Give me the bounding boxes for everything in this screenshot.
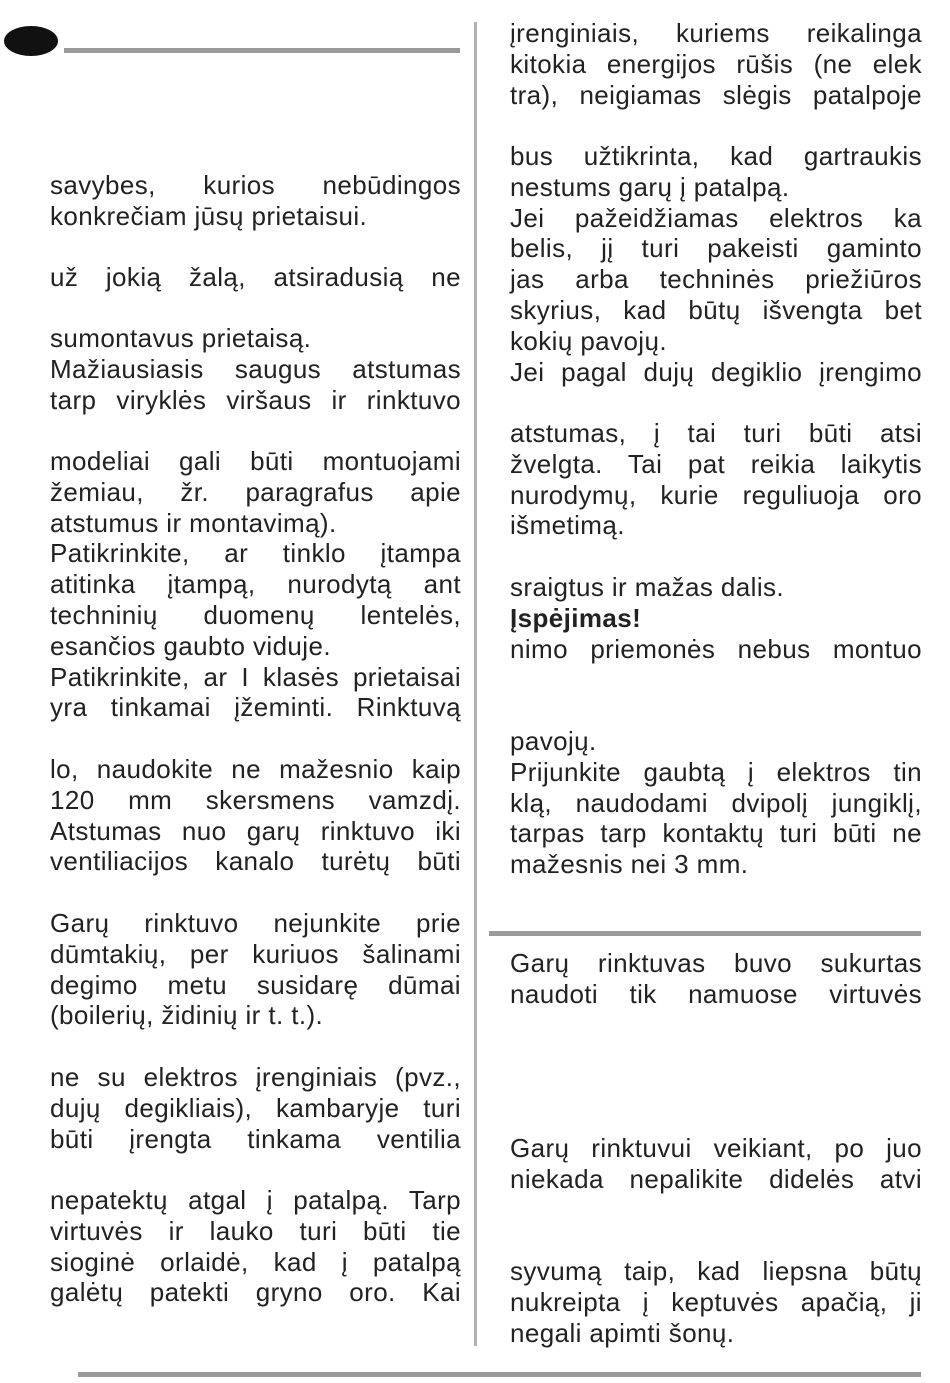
- text-line: modeliai gali būti montuojami: [50, 446, 461, 476]
- text-line: žvelgta. Tai pat reikia laikytis: [510, 448, 922, 479]
- text-line: Garų rinktuvas buvo sukurtas: [510, 948, 922, 978]
- header-rule: [64, 48, 460, 53]
- text-line: esančios gaubto viduje.: [50, 630, 331, 661]
- paragraph: [50, 1062, 461, 1154]
- text-line: sioginė orlaidė, kad į patalpą: [50, 1246, 461, 1277]
- text-line: atstumas, į tai turi būti atsi: [510, 418, 922, 448]
- paragraph: [50, 262, 461, 293]
- paragraph: [510, 418, 922, 541]
- paragraph: [50, 908, 461, 1031]
- paragraph: [50, 323, 461, 415]
- text-line: savybes, kurios nebūdingos: [50, 170, 461, 200]
- text-line: Patikrinkite, ar tinklo įtampa: [50, 538, 461, 569]
- text-line: sumontavus prietaisą.: [50, 323, 312, 353]
- text-line: nepatektų atgal į patalpą. Tarp: [50, 1185, 461, 1215]
- text-line: negali apimti šonų.: [510, 1317, 735, 1348]
- text-line: nimo priemonės nebus montuo: [510, 633, 922, 664]
- text-line: techninių duomenų lentelės,: [50, 599, 461, 630]
- paragraph: [510, 572, 922, 664]
- text-line: Atstumas nuo garų rinktuvo iki: [50, 815, 461, 846]
- text-line: konkrečiam jūsų prietaisui.: [50, 200, 368, 231]
- text-line: ne su elektros įrenginiais (pvz.,: [50, 1062, 461, 1092]
- text-line: Mažiausiasis saugus atstumas: [50, 353, 461, 384]
- text-line: (boilerių, židinių ir t. t.).: [50, 1000, 324, 1031]
- text-line: už jokią žalą, atsiradusią ne: [50, 262, 461, 292]
- text-line: dūmtakių, per kuriuos šalinami: [50, 938, 461, 969]
- text-line: tarp viryklės viršaus ir rinktuvo: [50, 384, 461, 415]
- text-line: galėtų patekti gryno oro. Kai: [50, 1277, 461, 1308]
- text-line: nurodymų, kurie reguliuoja oro: [510, 479, 922, 510]
- text-line: lo, naudokite ne mažesnio kaip: [50, 754, 461, 784]
- text-line: virtuvės ir lauko turi būti tie: [50, 1215, 461, 1246]
- text-line: 120 mm skersmens vamzdį.: [50, 784, 461, 815]
- text-line: Jei pažeidžiamas elektros ka: [510, 202, 922, 233]
- footer-rule: [78, 1372, 921, 1377]
- text-line: Garų rinktuvo nejunkite prie: [50, 908, 461, 938]
- text-line: klą, naudodami dvipolį jungiklį,: [510, 787, 922, 818]
- text-line: Patikrinkite, ar I klasės prietaisai: [50, 661, 461, 692]
- text-line: bus užtikrinta, kad gartraukis: [510, 141, 922, 171]
- section-rule: [489, 931, 921, 936]
- text-line: kitokia energijos rūšis (ne elek: [510, 48, 922, 79]
- text-line: belis, jį turi pakeisti gaminto: [510, 233, 922, 264]
- text-line: niekada nepalikite didelės atvi: [510, 1163, 922, 1194]
- text-line: Jei pagal dujų degiklio įrengimo: [510, 356, 922, 387]
- paragraph: [50, 754, 461, 877]
- text-line: būti įrengta tinkama ventilia: [50, 1123, 461, 1154]
- text-line: dujų degikliais), kambaryje turi: [50, 1092, 461, 1123]
- paragraph: [510, 1133, 922, 1195]
- text-line: sraigtus ir mažas dalis.: [510, 572, 785, 602]
- warning-heading: Įspėjimas!: [510, 602, 642, 633]
- column-divider: [474, 22, 477, 1346]
- paragraph: [50, 170, 461, 232]
- text-line: žemiau, žr. paragrafus apie: [50, 476, 461, 507]
- text-line: kokių pavojų.: [510, 325, 667, 356]
- text-line: naudoti tik namuose virtuvės: [510, 978, 922, 1009]
- text-line: mažesnis nei 3 mm.: [510, 849, 749, 880]
- text-line: pavojų.: [510, 726, 597, 756]
- text-line: syvumą taip, kad liepsna būtų: [510, 1256, 922, 1286]
- paragraph: [50, 446, 461, 723]
- paragraph: [510, 948, 922, 1010]
- text-line: tra), neigiamas slėgis patalpoje: [510, 79, 922, 110]
- text-line: išmetimą.: [510, 510, 625, 541]
- paragraph: [510, 726, 922, 880]
- paragraph: [510, 1256, 922, 1348]
- text-line: nestums garų į patalpą.: [510, 171, 790, 202]
- text-line: Garų rinktuvui veikiant, po juo: [510, 1133, 922, 1163]
- text-line: atitinka įtampą, nurodytą ant: [50, 569, 461, 600]
- text-line: Prijunkite gaubtą į elektros tin: [510, 756, 922, 787]
- text-line: jas arba techninės priežiūros: [510, 264, 922, 295]
- text-line: degimo metu susidarę dūmai: [50, 969, 461, 1000]
- text-line: tarpas tarp kontaktų turi būti ne: [510, 818, 922, 849]
- text-line: nukreipta į keptuvės apačią, ji: [510, 1286, 922, 1317]
- page-tab-marker: [4, 26, 58, 56]
- paragraph: [510, 18, 922, 110]
- text-line: skyrius, kad būtų išvengta bet: [510, 294, 922, 325]
- paragraph: [50, 1185, 461, 1308]
- text-line: yra tinkamai įžeminti. Rinktuvą: [50, 692, 461, 723]
- paragraph: [510, 141, 922, 387]
- text-line: ventiliacijos kanalo turėtų būti: [50, 846, 461, 877]
- text-line: atstumus ir montavimą).: [50, 507, 337, 538]
- text-line: įrenginiais, kuriems reikalinga: [510, 18, 922, 48]
